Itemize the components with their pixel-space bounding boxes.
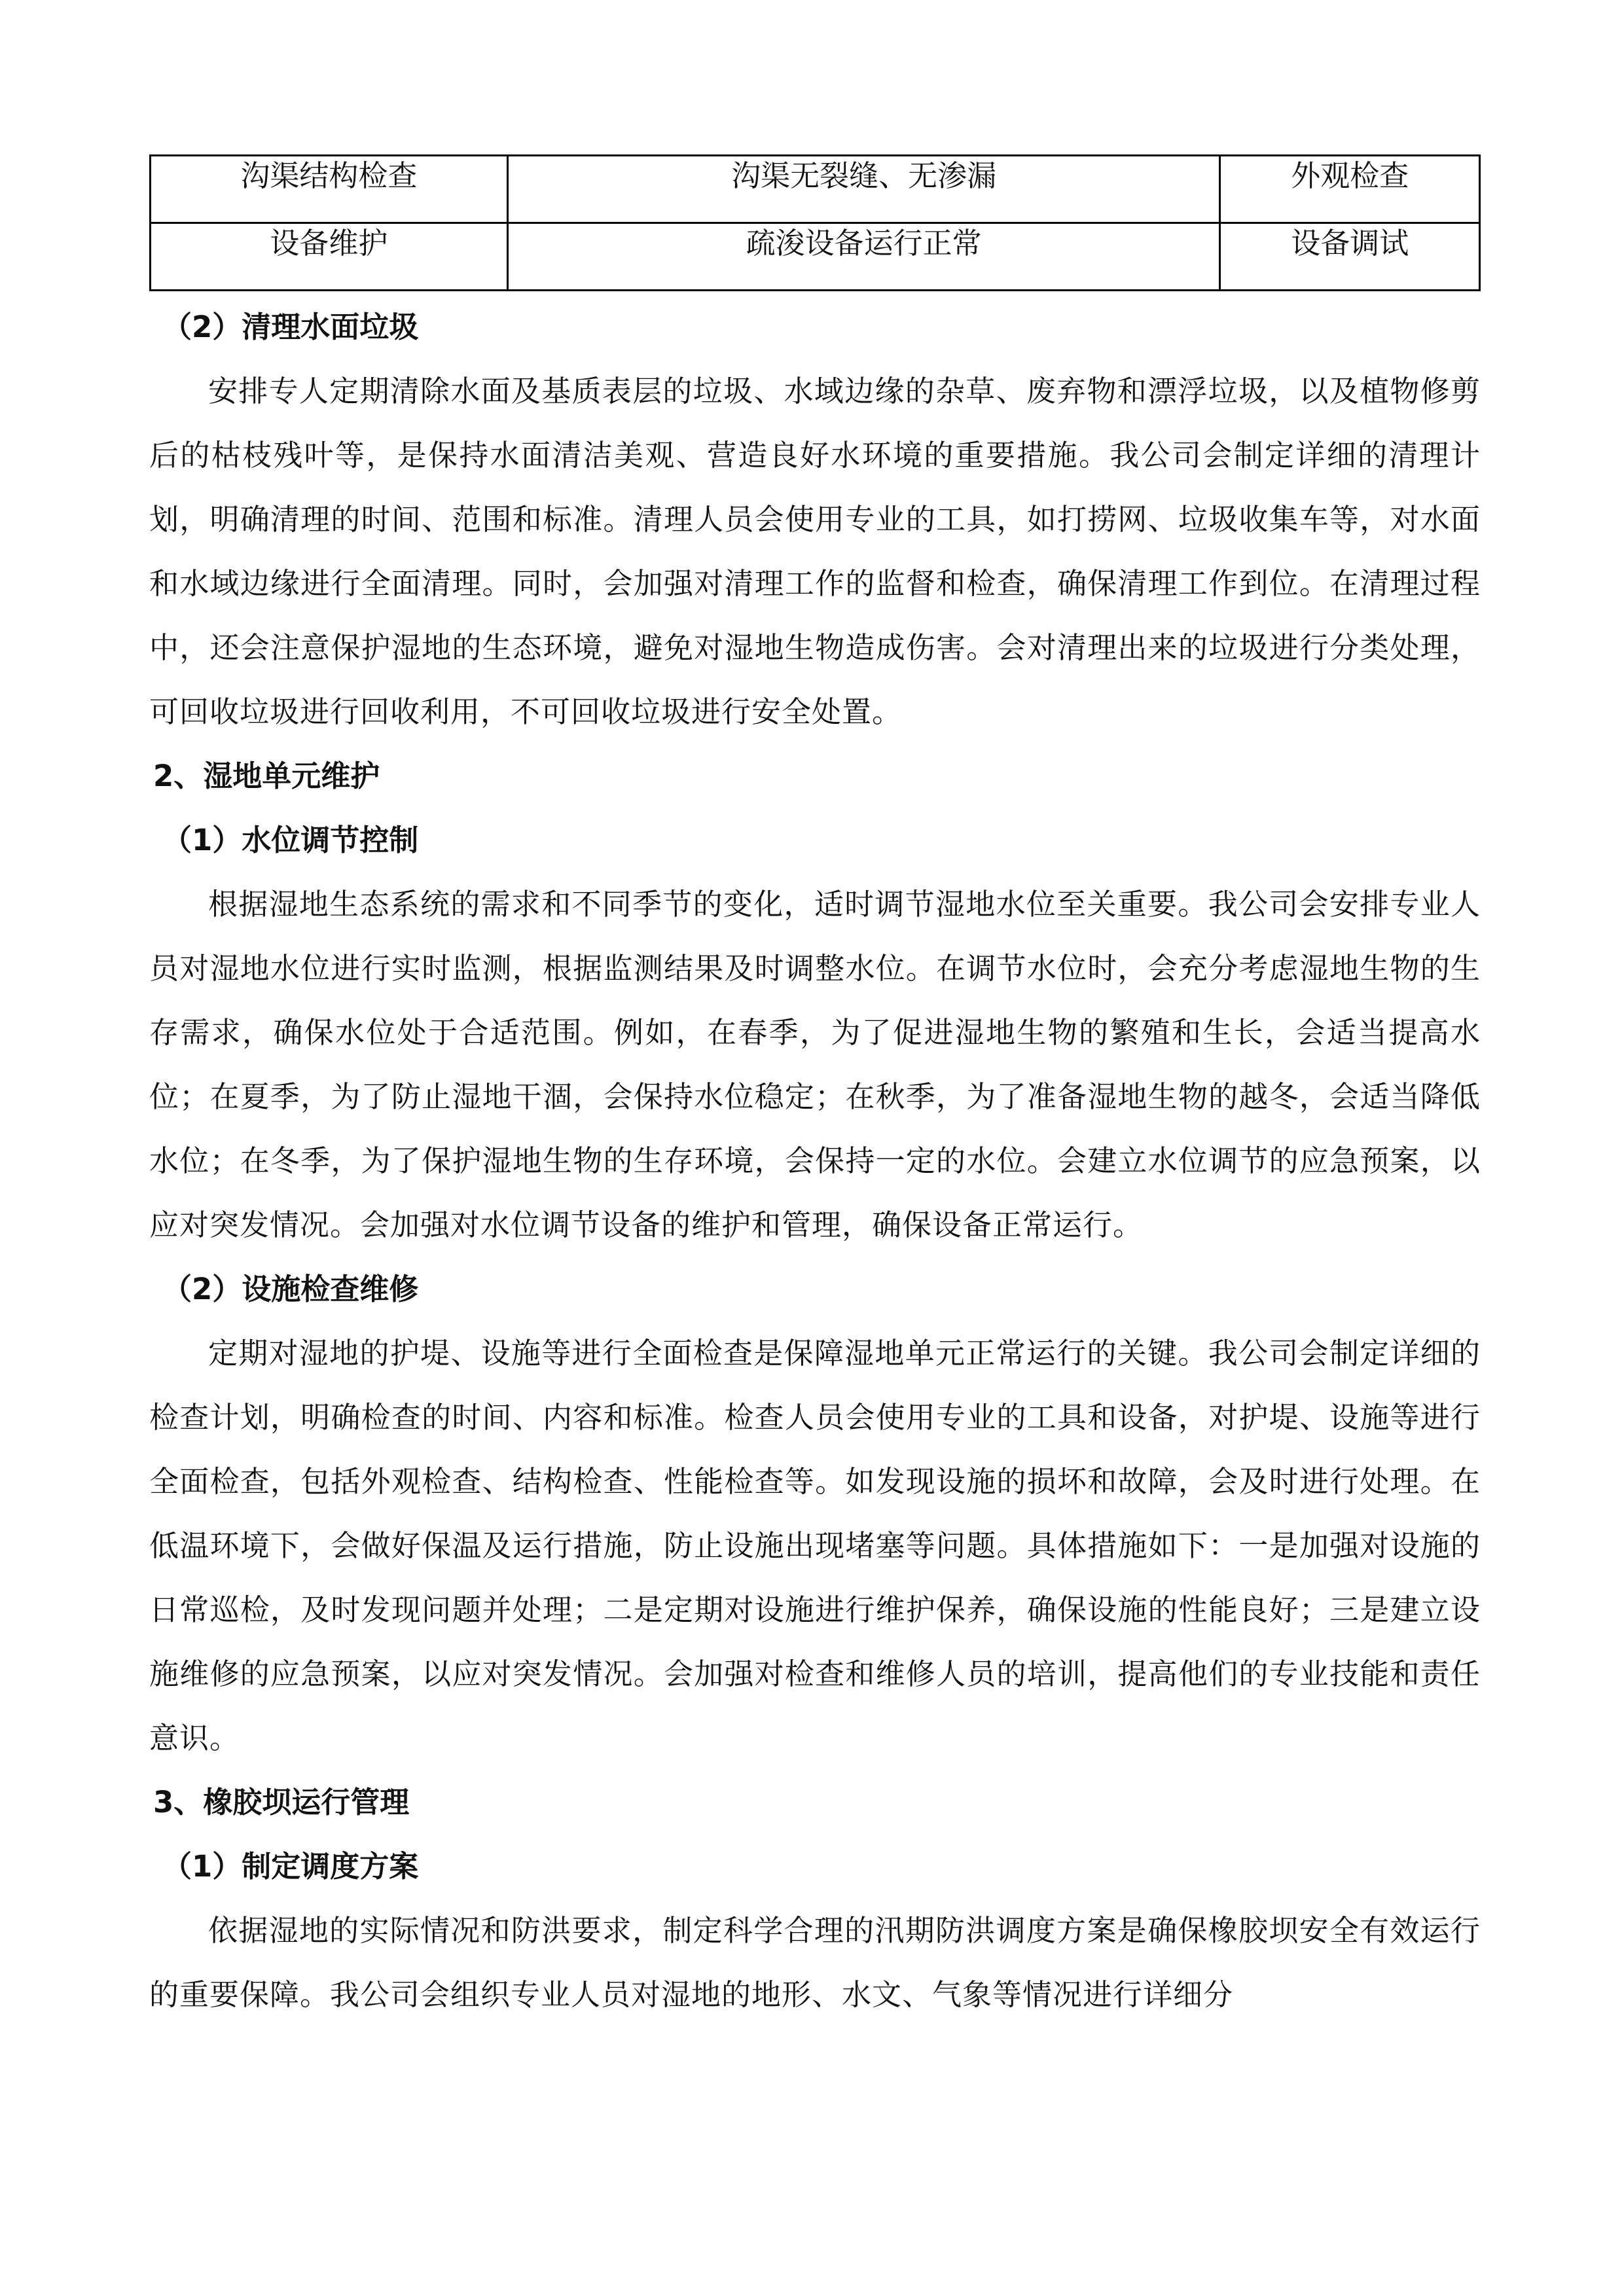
subsection-heading: （1）制定调度方案 [162, 1849, 419, 1884]
subsection-heading: （1）水位调节控制 [162, 823, 419, 857]
table-cell-method: 设备调试 [1220, 223, 1480, 291]
paragraph: 定期对湿地的护堤、设施等进行全面检查是保障湿地单元正常运行的关键。我公司会制定详细的检查计划，明确检查的时间、内容和标准。检查人员会使用专业的工具和设备，对护堤、设施等进行全面检查，包括外观检查、结构检查、性能检查等。如发现设施的损坏和故障，会及时进行处理。在低温环境下，会做好保温及运行措施，防止设施出现堵塞等问题。具体措施如下：一是加强对设施的日常巡检，及时发现问题并处理；二是定期对设施进行维护保养，确保设施的性能良好；三是建立设施维修的应急预案，以应对突发情况。会加强对检查和维修人员的培训，提高他们的专业技能和责任意识。 [149, 1336, 1481, 1755]
paragraph: 根据湿地生态系统的需求和不同季节的变化，适时调节湿地水位至关重要。我公司会安排专业人员对湿地水位进行实时监测，根据监测结果及时调整水位。在调节水位时，会充分考虑湿地生物的生存需求，确保水位处于合适范围。例如，在春季，为了促进湿地生物的繁殖和生长，会适当提高水位；在夏季，为了防止湿地干涸，会保持水位稳定；在秋季，为了准备湿地生物的越冬，会适当降低水位；在冬季，为了保护湿地生物的生存环境，会保持一定的水位。会建立水位调节的应急预案，以应对突发情况。会加强对水位调节设备的维护和管理，确保设备正常运行。 [149, 887, 1481, 1242]
table-cell-standard: 疏浚设备运行正常 [507, 223, 1220, 291]
section-heading: 3、橡胶坝运行管理 [153, 1785, 410, 1820]
subsection-heading: （2）清理水面垃圾 [162, 310, 419, 344]
section-heading: 2、湿地单元维护 [153, 759, 380, 793]
paragraph: 安排专人定期清除水面及基质表层的垃圾、水域边缘的杂草、废弃物和漂浮垃圾，以及植物修剪后的枯枝残叶等，是保持水面清洁美观、营造良好水环境的重要措施。我公司会制定详细的清理计划，明确清理的时间、范围和标准。清理人员会使用专业的工具，如打捞网、垃圾收集车等，对水面和水域边缘进行全面清理。同时，会加强对清理工作的监督和检查，确保清理工作到位。在清理过程中，还会注意保护湿地的生态环境，避免对湿地生物造成伤害。会对清理出来的垃圾进行分类处理，可回收垃圾进行回收利用，不可回收垃圾进行安全处置。 [149, 374, 1481, 729]
table-cell-item: 设备维护 [151, 223, 508, 291]
table-row [151, 156, 1480, 223]
paragraph: 依据湿地的实际情况和防洪要求，制定科学合理的汛期防洪调度方案是确保橡胶坝安全有效运行的重要保障。我公司会组织专业人员对湿地的地形、水文、气象等情况进行详细分 [149, 1913, 1481, 2012]
table-cell-method: 外观检查 [1220, 156, 1480, 223]
table-cell-standard: 沟渠无裂缝、无渗漏 [507, 156, 1220, 223]
inspection-table [149, 154, 1481, 291]
subsection-heading: （2）设施检查维修 [162, 1272, 419, 1306]
document-page [149, 154, 1481, 2027]
table-row [151, 223, 1480, 291]
table-cell-item: 沟渠结构检查 [151, 156, 508, 223]
